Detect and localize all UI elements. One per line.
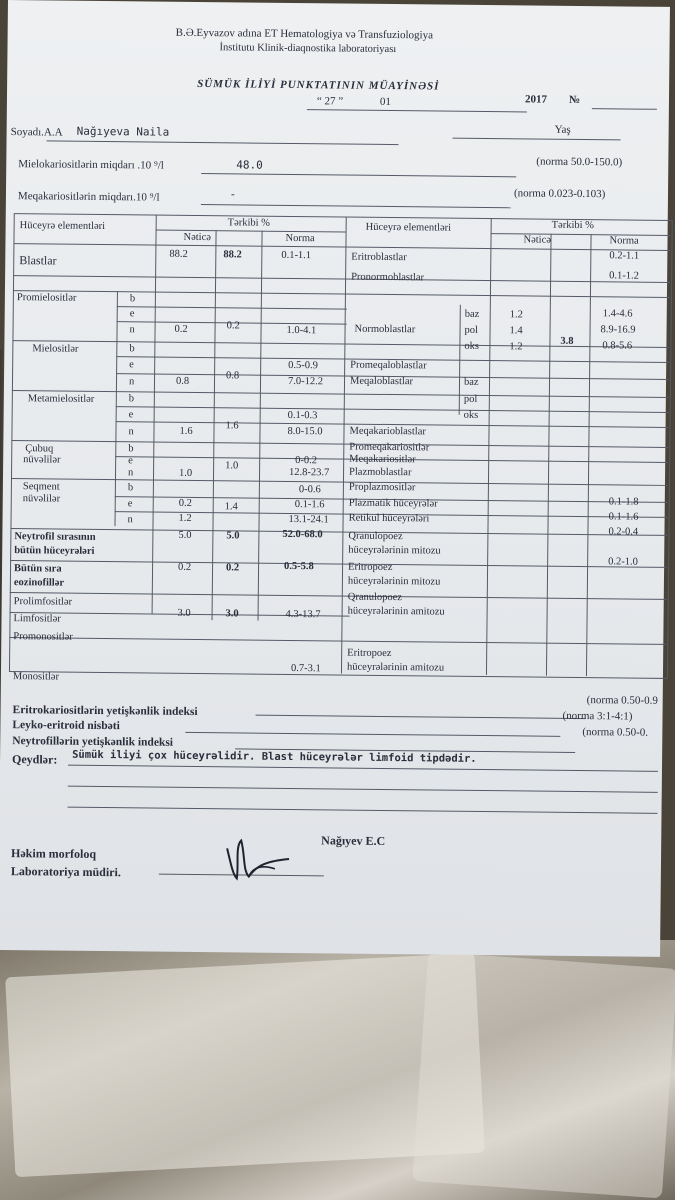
row-eritropoez-amitoz: Eritropoez: [347, 647, 392, 660]
mielo-norma-2: 7.0-12.2: [287, 375, 324, 388]
cubuq-norma-2: 12.8-23.7: [289, 466, 330, 479]
seqment-value-1: 0.2: [178, 497, 192, 509]
date-underline: [307, 109, 527, 112]
meqa-label: Meqakariositlərin miqdarı.10 ⁹/l: [17, 190, 160, 204]
sub-b: b: [128, 443, 134, 455]
row-cubuq-2: nüvəlilər: [23, 454, 61, 466]
mielo-norma: (norma 50.0-150.0): [536, 155, 623, 169]
seqment-value-2: 1.2: [178, 512, 192, 524]
row-eritroblastlar: Eritroblastlar: [351, 251, 407, 264]
header-netice-left: Nəticə: [183, 231, 211, 244]
row-qranulopoez-amitoz: Qranulopoez: [347, 591, 403, 604]
row-neytrofil: Neytrofil sırasının: [14, 531, 96, 543]
promielo-norma: 1.0-4.1: [286, 324, 317, 337]
metamielo-total: 1.6: [225, 420, 239, 432]
plazmatik-norma: 0.1-1.8: [608, 496, 639, 508]
neytrofil-value: 5.0: [178, 529, 192, 541]
neytrofil-norma: 52.0-68.0: [282, 528, 323, 541]
hekim-label: Həkim morfoloq: [10, 846, 97, 861]
pol-label: pol: [464, 324, 479, 336]
number-underline: [592, 108, 657, 110]
row-neytrofil-2: bütün hüceyrələri: [14, 545, 95, 557]
sub-n: n: [127, 467, 134, 479]
pronormo-norma: 0.1-1.2: [609, 270, 639, 282]
row-cubuq: Çubuq: [25, 443, 54, 455]
mudir-label: Laboratoriya müdiri.: [10, 864, 121, 880]
oks-label: oks: [464, 340, 480, 352]
row-limfositler: Limfositlər: [13, 613, 61, 625]
metamielo-norma-2: 8.0-15.0: [287, 425, 323, 438]
seqment-norma-1: 0.1-1.6: [294, 499, 325, 511]
row-promeqaloblastlar: Promeqaloblastlar: [350, 359, 427, 372]
row-plazmatik: Plazmatik hüceyrələr: [348, 497, 438, 510]
surname-label: Soyadı.A.A: [10, 126, 63, 139]
row-metamielositler: Metamielositlər: [27, 393, 95, 405]
row-promonositler: Promonositlər: [13, 631, 73, 643]
age-label: Yaş: [554, 123, 571, 136]
qeydler-label: Qeydlər:: [11, 752, 58, 767]
sub-n: n: [128, 376, 135, 388]
row-seqment-2: nüvəlilər: [22, 493, 61, 505]
leyko-label: Leyko-eritroid nisbəti: [12, 719, 120, 733]
pol-norma: 8.9-16.9: [600, 324, 636, 336]
age-underline: [453, 138, 621, 141]
eritro-mit-norma: 0.2-1.0: [608, 556, 638, 568]
oks-value: 1.2: [509, 341, 523, 353]
row-mielositler: Mielositlər: [32, 343, 79, 355]
row-butun-sira: Bütün sıra: [13, 563, 62, 575]
header-terkibi-right: Tərkibi %: [551, 219, 595, 232]
neytro-norma: (norma 0.50-0.: [582, 726, 649, 739]
row-eritropoez-amitoz-2: hüceyrələrinin amitozu: [346, 661, 445, 674]
sub-b: b: [129, 343, 135, 355]
notes-line: [68, 765, 658, 772]
eritrokario-line: [256, 715, 586, 719]
institute-line2: İnstitutu Klinik-diaqnostika laboratoriyası: [219, 42, 397, 56]
limfo-total: 3.0: [225, 608, 239, 620]
baz-norma: 1.4-4.6: [602, 308, 633, 320]
blastlar-total: 88.2: [223, 249, 242, 261]
leyko-norma: (norma 3:1-4:1): [562, 709, 633, 723]
sub-n: n: [128, 426, 134, 438]
sub-e: e: [128, 409, 134, 421]
metamielo-value: 1.6: [179, 425, 193, 437]
mielo-total: 0.8: [226, 370, 240, 382]
pol-value: 1.4: [509, 325, 523, 337]
normo-total: 3.8: [560, 335, 574, 347]
signature: [219, 834, 300, 885]
cubuq-total: 1.0: [225, 460, 239, 472]
baz-value: 1.2: [509, 309, 523, 321]
eritro-norma: 0.2-1.1: [609, 250, 640, 262]
form-title: SÜMÜK İLİYİ PUNKTATININ MÜAYİNƏSİ: [197, 77, 440, 93]
header-norma-left: Norma: [285, 232, 315, 245]
mielo-label: Mielokariositlərin miqdarı .10 ⁹/l: [18, 158, 164, 172]
eritrokario-norma: (norma 0.50-0.9: [586, 694, 658, 707]
row-blastlar: Blastlar: [19, 253, 57, 268]
mono-norma: 0.7-3.1: [290, 663, 321, 675]
row-eozinofiller: eozinofillər: [13, 577, 65, 589]
row-retikul: Retikul hüceyrələri: [348, 512, 430, 525]
row-proplazmositler: Proplazmositlər: [348, 481, 416, 494]
header-norma-right: Norma: [609, 235, 639, 247]
oks-label: oks: [463, 409, 479, 421]
row-eritropoez-mitoz: Eritropoez: [348, 561, 393, 574]
sub-e: e: [129, 308, 135, 320]
seqment-norma-0: 0-0.6: [298, 484, 321, 496]
sub-n: n: [129, 324, 135, 336]
sub-b: b: [129, 293, 136, 305]
date-day: “ 27 ”: [316, 95, 344, 108]
baz-label: baz: [463, 376, 479, 388]
blastlar-value: 88.2: [169, 248, 188, 260]
notes-line: [68, 807, 658, 814]
eritrokario-index-label: Eritrokariositlərin yetişkənlik indeksi: [12, 704, 198, 719]
sub-e: e: [129, 359, 134, 371]
mielo-norma-1: 0.5-0.9: [288, 359, 318, 372]
promielo-value: 0.2: [174, 323, 188, 335]
pol-label: pol: [463, 393, 478, 405]
promielo-total: 0.2: [226, 320, 240, 332]
name-underline: [47, 140, 399, 145]
row-meqakariositler: Meqakariositlər: [349, 453, 416, 466]
header-terkibi-left: Tərkibi %: [227, 217, 271, 229]
mielo-underline: [201, 173, 516, 177]
meqa-underline: [201, 204, 511, 208]
row-meqaloblastlar: Meqaloblastlar: [349, 375, 414, 388]
sub-b: b: [128, 393, 135, 405]
plastic-bag: [412, 952, 675, 1199]
row-promielositler: Promielositlər: [16, 292, 77, 304]
oks-norma: 0.8-5.6: [602, 340, 633, 352]
meqa-norma: (norma 0.023-0.103): [513, 187, 606, 201]
metamielo-norma-1: 0.1-0.3: [287, 409, 318, 422]
row-qranulopoez-mitoz: Qranulopoez: [348, 530, 403, 543]
limfo-value: 3.0: [177, 607, 191, 619]
row-qranulopoez-mitoz-2: hüceyrələrinin mitozu: [348, 544, 441, 557]
qeydler-text: Sümük iliyi çox hüceyrəlidir. Blast hüceyrələr limfoid tipdədir.: [72, 748, 477, 765]
cubuq-norma-1: 0-0.2: [295, 455, 318, 467]
row-meqakarioblastlar: Meqakarioblastlar: [349, 425, 426, 438]
row-qranulopoez-amitoz-2: hüceyrələrinin amitozu: [347, 605, 445, 618]
row-pronormoblastlar: Pronormoblastlar: [351, 271, 425, 284]
seqment-total: 1.4: [224, 501, 238, 513]
butun-norma: 0.5-5.8: [284, 560, 314, 573]
row-monositler: Monositlər: [12, 671, 60, 683]
institute-line1: B.Ə.Eyvazov adına ET Hematologiya və Transfuziologiya: [175, 26, 434, 42]
sub-b: b: [127, 482, 134, 494]
neytro-index-label: Neytrofillərin yetişkənlik indeksi: [12, 735, 174, 749]
notes-line: [68, 786, 658, 793]
mielo-value: 0.8: [175, 375, 190, 387]
number-label: №: [568, 93, 581, 106]
mielo-value: 48.0: [236, 158, 263, 172]
date-year: 2017: [524, 93, 548, 106]
qranulo-mit-norma: 0.2-0.4: [608, 526, 639, 538]
butun-total: 0.2: [226, 562, 240, 574]
meqa-value: -: [230, 188, 235, 201]
neytrofil-total: 5.0: [226, 530, 240, 542]
sub-e: e: [127, 498, 133, 510]
header-netice-right: Nəticə: [523, 234, 551, 246]
row-seqment: Seqment: [22, 481, 60, 493]
baz-label: baz: [464, 308, 480, 320]
retikul-norma: 0.1-1.6: [608, 511, 639, 523]
signer-name: Nağıyev E.C: [321, 833, 386, 848]
header-elements-left: Hüceyrə elementləri: [19, 220, 106, 233]
date-month: 01: [379, 95, 392, 109]
plastic-bag: [5, 953, 485, 1177]
blastlar-norma: 0.1-1.1: [281, 249, 312, 262]
limfo-norma: 4.3-13.7: [285, 608, 321, 621]
seqment-norma-2: 13.1-24.1: [288, 513, 329, 526]
sub-e: e: [128, 455, 133, 467]
header-elements-right: Hüceyrə elementləri: [365, 221, 452, 234]
row-plazmoblastlar: Plazmoblastlar: [349, 466, 412, 479]
cubuq-value: 1.0: [178, 467, 193, 479]
row-promeqakariositler: Promeqakariositlər: [349, 441, 430, 454]
patient-name: Nağıyeva Naila: [76, 124, 170, 139]
leyko-line: [185, 732, 560, 737]
row-eritropoez-mitoz-2: hüceyrələrinin mitozu: [347, 575, 441, 588]
butun-value: 0.2: [178, 561, 192, 573]
sub-n: n: [127, 514, 133, 526]
row-normoblastlar: Normoblastlar: [354, 323, 416, 336]
row-prolimfositler: Prolimfositlər: [13, 596, 73, 608]
